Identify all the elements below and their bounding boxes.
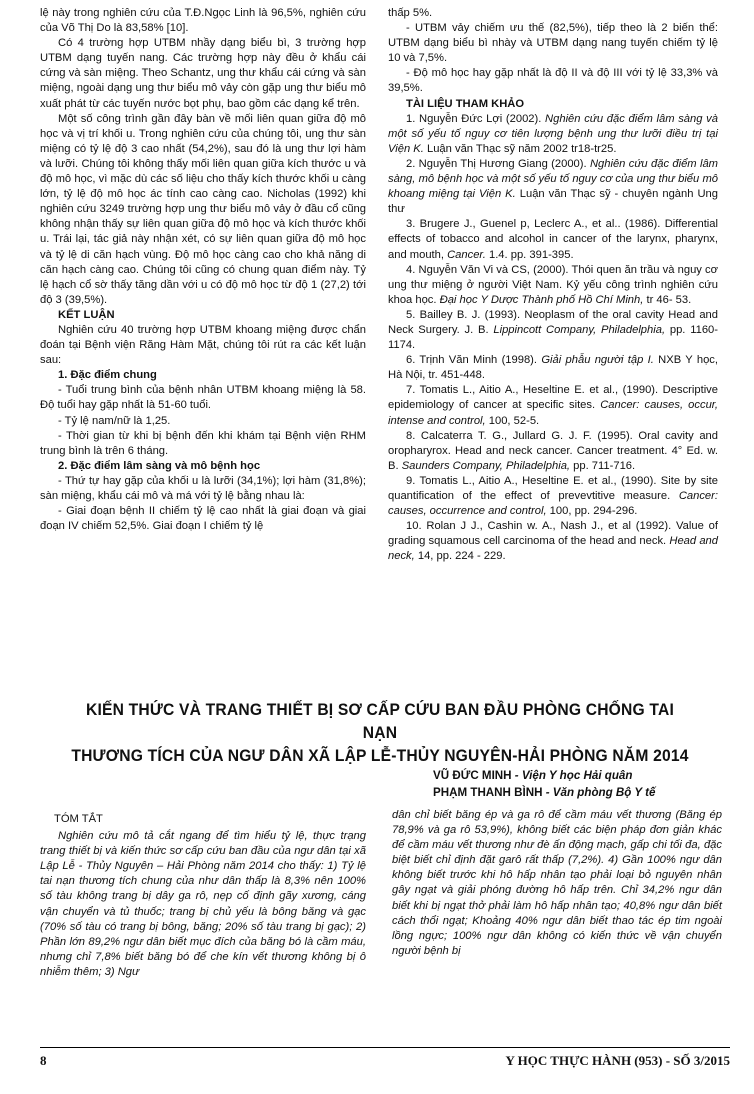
paragraph-four-cases: Có 4 trường hợp UTBM nhầy dạng biểu bì, 3 trường hợp UTBM dạng tuyến nang. Các trường hợp này đều ở khẩu cái cứng và sàn miệng. Theo Schantz, ung thư khẩu cái cứng và sàn miệng, ngoài dạng ung thư biểu mô vảy còn gặp ung thư biểu mô xuất phát từ các tuyến nước bọt phụ, bao gồm các dạng kể trên.	[40, 37, 366, 110]
reference-item: 7. Tomatis L., Aitio A., Heseltine E. et al., (1990). Descriptive epidemiology of cancer at specific sites. Cancer: causes, occur, intense and control, 100, 52-5.	[388, 384, 719, 427]
right-column	[388, 6, 718, 564]
article-title-line-1: KIẾN THỨC VÀ TRANG THIẾT BỊ SƠ CẤP CỨU BAN ĐẦU PHÒNG CHỐNG TAI NẠN	[86, 700, 674, 742]
author-block	[433, 767, 733, 801]
paragraph-low: thấp 5%.	[388, 7, 433, 19]
left-column	[40, 6, 366, 534]
summary-left-column	[40, 812, 366, 980]
summary-text-left: Nghiên cứu mô tả cắt ngang để tìm hiểu tỷ lệ, thực trạng trang thiết bị và kiến thức sơ cấp cứu ban đầu của ngư dân tại xã Lập Lễ - Thủy Nguyên – Hải Phòng năm 2014 cho thấy: 1) Tỷ lệ tai nạn thương tích chung của như dân thấp là 8,3% nên 100% số tàu không trang bị dây ga rô, nẹp cố định gãy xương, cáng vận chuyển và tủ thuốc; trang bị chủ yếu là bông băng và gạc (70% số tàu có trang bị bông, băng; 20% số tàu trang bị gạc); 2) Phần lớn 89,2% ngư dân biết mục đích của băng bó là cầm máu, nhưng chỉ 7,8% biết băng bó để che kín vết thương không bị ô nhiễm thêm; 3) Ngư	[40, 830, 366, 978]
subheading-general: 1. Đặc điểm chung	[58, 369, 157, 382]
author-1: VŨ ĐỨC MINH - Viện Y học Hải quân	[433, 769, 633, 782]
bullet-grade: - Độ mô học hay gặp nhất là độ II và độ III với tỷ lệ 33,3% và 39,5%.	[388, 67, 718, 95]
journal-info: Y HỌC THỰC HÀNH (953) - SỐ 3/2015	[505, 1053, 730, 1068]
reference-item: 2. Nguyễn Thị Hương Giang (2000). Nghiên cứu đặc điểm lâm sàng, mô bệnh học và một số yếu tố nguy cơ của ung thư biểu mô khoang miệng tại Viện K. Luận văn Thạc sỹ - chuyên ngành Ung thư	[388, 157, 719, 216]
article-title	[67, 698, 693, 767]
reference-item: 9. Tomatis L., Aitio A., Heseltine E. et al., (1990). Site by site quantification of the effect of prevevtitive measure. Cancer: causes, occurrence and control, 100, pp. 294-296.	[388, 474, 718, 518]
paragraph-conclusion: Nghiên cứu 40 trường hợp UTBM khoang miệng được chẩn đoán tại Bệnh viện Răng Hàm Mặt, chúng tôi rút ra các kết luận sau:	[40, 323, 366, 367]
bullet-time: - Thời gian từ khi bị bệnh đến khi khám tại Bệnh viện RHM trung bình là trên 6 tháng.	[40, 429, 366, 457]
references-heading: TÀI LIỆU THAM KHẢO	[406, 97, 525, 110]
reference-list	[388, 112, 718, 565]
summary-right-column	[392, 808, 722, 959]
bullet-location: - Thứ tự hay gặp của khối u là lưỡi (34,1%); lợi hàm (31,8%); sàn miệng, khẩu cái mô và má với tỷ lệ bằng nhau là:	[40, 474, 366, 502]
reference-item: 8. Calcaterra T. G., Jullard G. J. F. (1995). Oral cavity and oropharyrox. Head and neck cancer. Cancer treatment. 4° Ed. w. B. Saunders Company, Philadelphia, pp. 711-716.	[388, 429, 718, 472]
reference-item: 10. Rolan J J., Cashin w. A., Nash J., et al (1992). Value of grading squamous cell carcinoma of the head and neck. Head and neck, 14, pp. 224 - 229.	[388, 520, 718, 563]
summary-heading: TÓM TẮT	[54, 813, 103, 825]
reference-item: 5. Bailley B. J. (1993). Neoplasm of the oral cavity Head and Neck Surgery. J. B. Lippincott Company, Philadelphia, pp. 1160-1174.	[388, 308, 718, 352]
reference-item: 4. Nguyễn Văn Vi và CS, (2000). Thói quen ăn trầu và nguy cơ ung thư miệng ở người Việt Nam. Kỷ yếu công trình nghiên cứu khoa học. Đại học Y Dược Thành phố Hồ Chí Minh, tr 46- 53.	[388, 263, 718, 306]
page-number: 8	[40, 1053, 47, 1068]
reference-item: 1. Nguyễn Đức Lợi (2002). Nghiên cứu đặc điểm lâm sàng và một số yếu tố nguy cơ tiên lượng bệnh ung thư lưỡi điều trị tại Viện K. Luận văn Thạc sỹ năm 2002 tr18-tr25.	[388, 112, 718, 155]
author-2: PHẠM THANH BÌNH - Văn phòng Bộ Y tế	[433, 786, 656, 799]
conclusion-heading: KẾT LUẬN	[58, 308, 115, 321]
reference-item: 6. Trịnh Văn Minh (1998). Giải phẫu người tập I. NXB Y học, Hà Nội, tr. 451-448.	[388, 354, 718, 382]
bullet-squamous: - UTBM vảy chiếm ưu thế (82,5%), tiếp theo là 2 biến thể: UTBM dạng biểu bì nhày và UTBM dạng nang tuyến chiếm tỷ lệ 10 và 7,5%.	[388, 22, 718, 65]
bullet-age: - Tuổi trung bình của bệnh nhân UTBM khoang miệng là 58. Độ tuổi hay gặp nhất là 51-60 tuổi.	[40, 384, 366, 412]
subheading-clinical: 2. Đặc điểm lâm sàng và mô bệnh học	[58, 459, 261, 472]
reference-item: 3. Brugere J., Guenel p, Leclerc A., et al.. (1986). Differential effects of tobacco and alcohol in cancer of the larynx, pharynx, and mouth, Cancer. 1.4. pp. 391-395.	[388, 218, 718, 261]
paragraph-intro: lệ này trong nghiên cứu của T.Đ.Ngọc Linh là 96,5%, nghiên cứu của Võ Thị Do là 83,58% [10].	[40, 7, 366, 35]
paragraph-studies: Một số công trình gần đây bàn về mối liên quan giữa độ mô học và vị trí khối u. Trong nghiên cứu của chúng tôi, ung thư sàn miệng có tỷ lệ độ 3 cao nhất (54,2%), sau đó là ung thư lợi hàm và lưỡi. Chúng tôi không thấy mối liên quan giữa kích thước u và độ mô học, vì mặc dù các số liệu cho thấy kích thước khối u càng lớn, tỷ lệ độ mô học ác tính cao càng cao. Nicholas (1992) khi nghiên cứu 3249 trường hợp ung thư biểu mô vảy ở đầu cổ cũng không nhận thấy sự liên quan giữa độ mô học và kích thước khối u. Trái lại, tác giả này nhận xét, có sự liên quan giữa độ mô học và tỷ lệ di căn hạch vùng. Độ mô học càng cao cho khả năng di căn hạch càng cao. Chúng tôi cũng có chung quan điểm này. Tỷ lệ hạch cổ sờ thấy tăng dần với u có độ mô học từ độ 1 (27,2) tới độ 3 (39,5%).	[40, 112, 366, 306]
bullet-stage: - Giai đoạn bệnh II chiếm tỷ lệ cao nhất là giai đoạn và giai đoạn IV chiếm 52,5%. Giai đoạn I chiếm tỷ lệ	[40, 505, 366, 533]
article-title-line-2: THƯƠNG TÍCH CỦA NGƯ DÂN XÃ LẬP LỄ-THỦY NGUYÊN-HẢI PHÒNG NĂM 2014	[71, 746, 689, 765]
summary-text-right: dân chỉ biết băng ép và ga rô để cầm máu vết thương (Băng ép 78,9% và ga rô 53,9%), không biết các biện pháp đơn giản khác để cầm máu vết thương như đè ấn động mạch, gấp chi tối đa, đặc biệt biết chỉ định đặt garô rất thấp (7,2%). 4) Gần 100% ngư dân không biết trước khi hô hấp nhân tạo phải loại bỏ nguyên nhân gây ngạt và giải phóng đường hô hấp trên. Chỉ 34,2% ngư dân biết khi bị ngạt thở phải làm hô hấp nhân tạo; 40,8% ngư dân biết cách thổi ngạt; Khoảng 40% ngư dân biết thao tác ép tim ngoài lồng ngực; 100% ngư dân không có kiến thức về vận chuyển người bệnh bị	[392, 809, 722, 957]
bullet-sex-ratio: - Tỷ lệ nam/nữ là 1,25.	[58, 414, 171, 427]
page-footer	[40, 1047, 730, 1068]
